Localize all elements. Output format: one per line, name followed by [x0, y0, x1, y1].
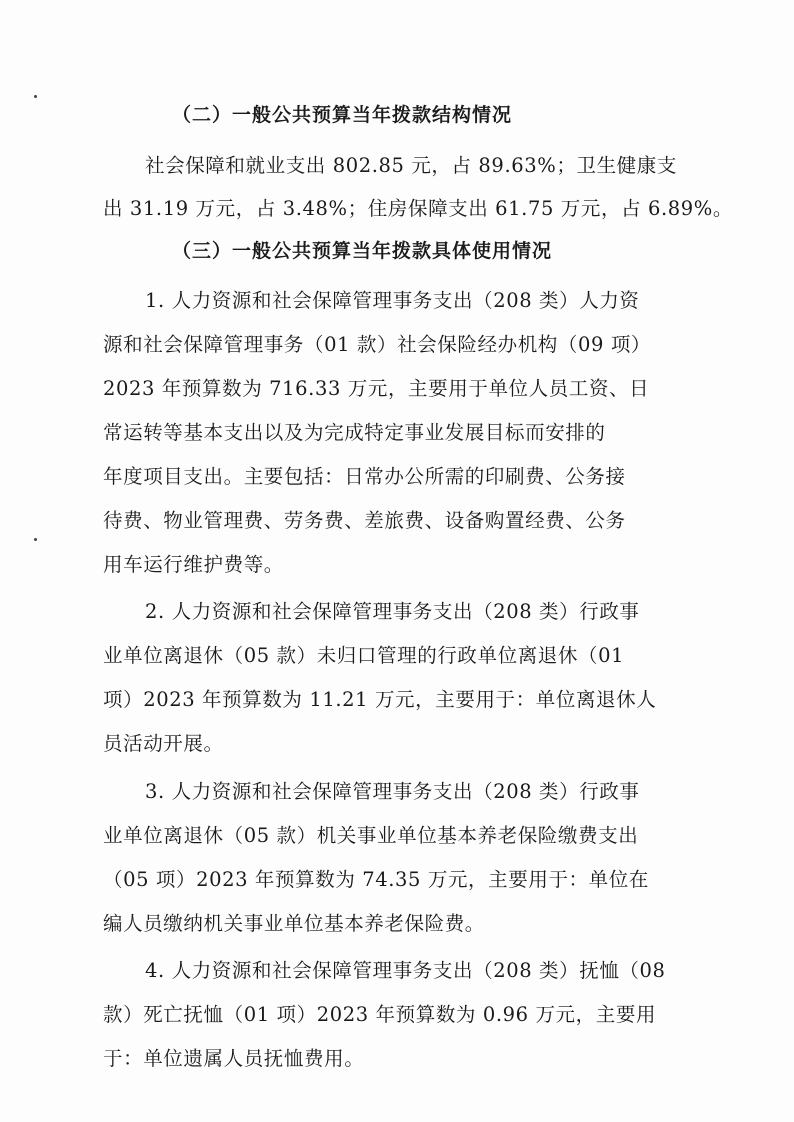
- item1-line: 用车运行维护费等。: [103, 553, 284, 576]
- item2-line: 业单位离退休（05 款）未归口管理的行政单位离退休（01: [103, 644, 625, 667]
- section2-line: 社会保障和就业支出 802.85 元，占 89.63%；卫生健康支: [145, 154, 677, 177]
- item3-line: 业单位离退休（05 款）机关事业单位基本养老保险缴费支出: [103, 824, 639, 847]
- section2-heading: （二）一般公共预算当年拨款结构情况: [172, 104, 513, 126]
- item2-line: 2. 人力资源和社会保障管理事务支出（208 类）行政事: [145, 600, 640, 623]
- item3-line: 3. 人力资源和社会保障管理事务支出（208 类）行政事: [145, 780, 640, 803]
- item4-line: 于：单位遗属人员抚恤费用。: [103, 1047, 365, 1070]
- item1-line: 待费、物业管理费、劳务费、差旅费、设备购置经费、公务: [103, 509, 626, 532]
- item3-line: 编人员缴纳机关事业单位基本养老保险费。: [103, 912, 485, 935]
- item1-line: 年度项目支出。主要包括：日常办公所需的印刷费、公务接: [103, 465, 626, 488]
- item4-line: 4. 人力资源和社会保障管理事务支出（208 类）抚恤（08: [145, 959, 666, 982]
- item1-line: 1. 人力资源和社会保障管理事务支出（208 类）人力资: [145, 289, 640, 312]
- item3-line: （05 项）2023 年预算数为 74.35 万元，主要用于：单位在: [103, 868, 649, 891]
- section3-heading: （三）一般公共预算当年拨款具体使用情况: [172, 240, 553, 262]
- section2-line: 出 31.19 万元，占 3.48%；住房保障支出 61.75 万元，占 6.89%。: [103, 197, 734, 220]
- item1-line: 常运转等基本支出以及为完成特定事业发展目标而安排的: [103, 421, 606, 444]
- item4-line: 款）死亡抚恤（01 项）2023 年预算数为 0.96 万元，主要用: [103, 1003, 657, 1026]
- item1-line: 源和社会保障管理事务（01 款）社会保险经办机构（09 项）: [103, 333, 652, 356]
- scan-dot: [34, 95, 37, 98]
- item1-line: 2023 年预算数为 716.33 万元，主要用于单位人员工资、日: [103, 377, 650, 400]
- scan-dot: [34, 538, 37, 541]
- item2-line: 项）2023 年预算数为 11.21 万元，主要用于：单位离退休人: [103, 688, 657, 711]
- item2-line: 员活动开展。: [103, 732, 224, 755]
